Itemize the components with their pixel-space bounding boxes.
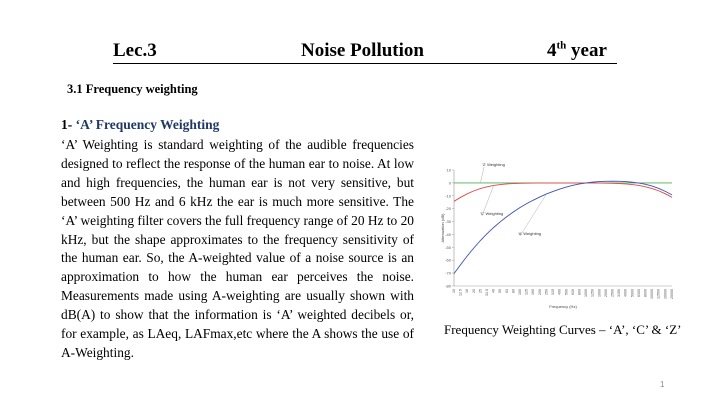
- annotation-leader: [480, 167, 484, 183]
- y-axis-label: Attenuation (dB): [440, 213, 445, 243]
- x-tick-label: 3150: [617, 289, 622, 297]
- x-tick-label: 100: [518, 289, 523, 295]
- year-word: year: [571, 40, 607, 61]
- x-tick-label: 630: [570, 289, 575, 295]
- x-tick-label: 12500: [656, 289, 661, 299]
- x-tick-label: 6300: [636, 289, 641, 297]
- x-axis-label: Frequency (Hz): [549, 304, 577, 309]
- x-tick-label: 25: [478, 289, 483, 293]
- x-tick-label: 315: [551, 289, 556, 295]
- x-tick-label: 50: [498, 289, 503, 293]
- x-tick-label: 12.5: [458, 289, 463, 296]
- lecture-number: Lec.3: [113, 40, 157, 61]
- x-tick-label: 8000: [643, 289, 648, 297]
- slide-title: Noise Pollution: [301, 40, 424, 61]
- x-tick-label: 10: [451, 289, 456, 293]
- x-tick-label: 40: [491, 289, 496, 293]
- section-title: 3.1 Frequency weighting: [67, 82, 198, 96]
- subsection-quoted: ‘A’: [75, 117, 93, 132]
- y-tick-label: -80: [445, 283, 451, 289]
- x-tick-label: 200: [537, 289, 542, 295]
- figure-caption: Frequency Weighting Curves – ‘A’, ‘C’ & ‘Z’: [444, 322, 682, 337]
- x-tick-label: 4000: [623, 289, 628, 297]
- x-tick-label: 2000: [603, 289, 608, 297]
- weighting-chart: [440, 158, 680, 310]
- x-tick-label: 250: [544, 289, 549, 295]
- x-tick-label: 20000: [669, 289, 674, 299]
- x-tick-label: 500: [564, 289, 569, 295]
- x-tick-label: 20: [471, 289, 476, 293]
- x-tick-label: 10000: [650, 289, 655, 299]
- y-tick-label: -10: [445, 193, 451, 199]
- page-number: 1: [660, 380, 665, 389]
- y-tick-label: -20: [445, 206, 451, 212]
- a-weighting-label: 'A' Weighting: [518, 231, 542, 236]
- subsection-rest: Frequency Weighting: [95, 117, 220, 132]
- y-tick-label: 10: [446, 167, 451, 173]
- body-paragraph: ‘A’ Weighting is standard weighting of the audible frequencies designed to reflect the response of the human ear to noise. At low and high frequencies, the human ear is not very sensitive, but between 500 Hz and 6 kHz the ear is much more sensitive. The ‘A’ weighting filter covers the full frequency range of 20 Hz to 20 kHz, but the shape approximates to the frequency sensitivity of the human ear. So, the A-weighted value of a noise source is an approximation to how the human ear perceives the noise. Measurements made using A-weighting are usually shown with dB(A) to show that the information is ‘A’ weighted decibels or, for example, as LAeq, LAFmax,etc where the A shows the use of A-Weighting.: [61, 137, 414, 360]
- x-tick-label: 31.5: [484, 289, 489, 296]
- subsection-title: [61, 117, 219, 133]
- x-tick-label: 1000: [584, 289, 589, 297]
- z-weighting-label: 'Z' Weighting: [482, 162, 505, 167]
- x-tick-label: 125: [524, 289, 529, 295]
- x-tick-label: 400: [557, 289, 562, 295]
- y-tick-label: -40: [445, 231, 451, 237]
- x-tick-label: 800: [577, 289, 582, 295]
- series-line-2: [454, 181, 672, 273]
- year-label: [547, 41, 607, 61]
- x-tick-label: 2500: [610, 289, 615, 297]
- slide-header: [113, 41, 617, 64]
- x-tick-label: 80: [511, 289, 516, 293]
- y-tick-label: 0: [448, 180, 451, 186]
- year-number: 4: [547, 40, 557, 61]
- year-suffix: th: [556, 39, 567, 52]
- x-tick-label: 16000: [663, 289, 668, 299]
- y-tick-label: -60: [445, 257, 451, 263]
- y-tick-label: -70: [445, 270, 451, 276]
- x-tick-label: 16: [465, 289, 470, 293]
- subsection-number: 1-: [61, 117, 73, 132]
- x-tick-label: 1600: [597, 289, 602, 297]
- series-line-1: [454, 183, 672, 201]
- x-tick-label: 160: [531, 289, 536, 295]
- c-weighting-label: 'C' Weighting: [480, 211, 504, 216]
- x-tick-label: 5000: [630, 289, 635, 297]
- y-tick-label: -30: [445, 219, 451, 225]
- x-tick-label: 1250: [590, 289, 595, 297]
- y-tick-label: -50: [445, 244, 451, 250]
- x-tick-label: 63: [504, 289, 509, 293]
